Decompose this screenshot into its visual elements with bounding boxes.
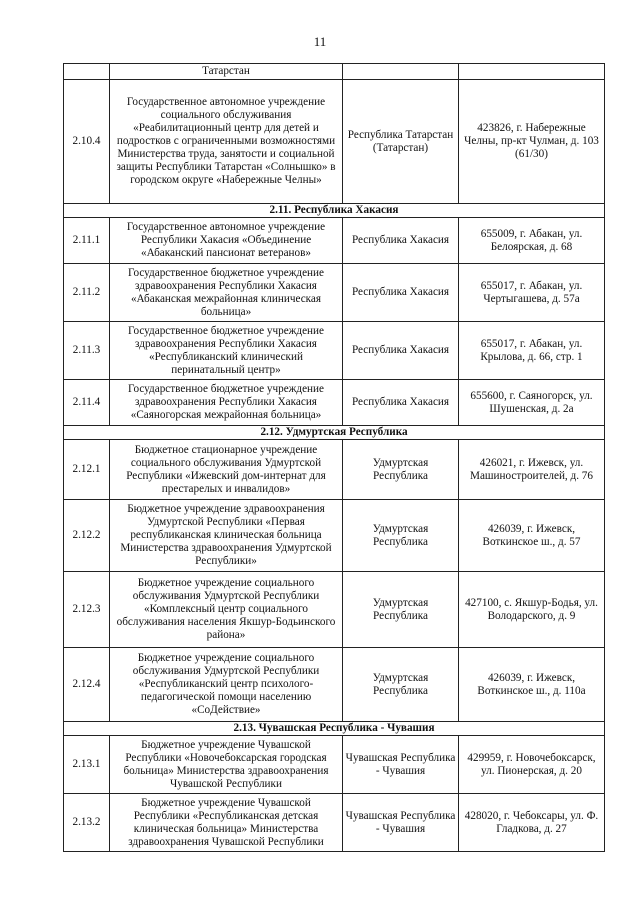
institution-name-cell: Государственное бюджетное учреждение здравоохранения Республики Хакасия «Саяногорская межрайонная больница»	[110, 380, 343, 426]
row-number-cell: 2.11.1	[64, 218, 110, 264]
table-row	[64, 500, 605, 572]
address-cell: 426021, г. Ижевск, ул. Машиностроителей, д. 76	[459, 440, 605, 500]
region-cell: Республика Татарстан (Татарстан)	[343, 80, 459, 204]
table-row	[64, 64, 605, 80]
institution-name-cell: Бюджетное учреждение Чувашской Республики «Республиканская детская клиническая больница» Министерства здравоохранения Чувашской Республики	[110, 794, 343, 852]
section-header-row	[64, 204, 605, 218]
region-cell: Чувашская Республика - Чувашия	[343, 794, 459, 852]
section-header-row	[64, 426, 605, 440]
table-row	[64, 736, 605, 794]
address-cell	[459, 64, 605, 80]
institution-name-cell: Государственное автономное учреждение Республики Хакасия «Объединение «Абаканский пансионат ветеранов»	[110, 218, 343, 264]
institution-name-cell: Бюджетное стационарное учреждение социального обслуживания Удмуртской Республики «Ижевский дом-интернат для престарелых и инвалидов»	[110, 440, 343, 500]
table-row	[64, 440, 605, 500]
region-cell: Удмуртская Республика	[343, 500, 459, 572]
registry-table	[63, 63, 605, 852]
section-header-row	[64, 722, 605, 736]
row-number-cell: 2.12.3	[64, 572, 110, 648]
address-cell: 655009, г. Абакан, ул. Белоярская, д. 68	[459, 218, 605, 264]
institution-name-cell: Бюджетное учреждение Чувашской Республики «Новочебоксарская городская больница» Министерства здравоохранения Чувашской Республики	[110, 736, 343, 794]
address-cell: 426039, г. Ижевск, Воткинское ш., д. 110а	[459, 648, 605, 722]
institution-name-cell: Государственное бюджетное учреждение здравоохранения Республики Хакасия «Республиканский клинический перинатальный центр»	[110, 322, 343, 380]
address-cell: 426039, г. Ижевск, Воткинское ш., д. 57	[459, 500, 605, 572]
table-row	[64, 322, 605, 380]
table-row	[64, 572, 605, 648]
page-number: 11	[313, 34, 327, 49]
region-cell	[343, 64, 459, 80]
address-cell: 423826, г. Набережные Челны, пр-кт Чулман, д. 103 (61/30)	[459, 80, 605, 204]
table-row	[64, 648, 605, 722]
table-row	[64, 218, 605, 264]
address-cell: 427100, с. Якшур-Бодья, ул. Володарского, д. 9	[459, 572, 605, 648]
row-number-cell: 2.12.2	[64, 500, 110, 572]
row-number-cell: 2.10.4	[64, 80, 110, 204]
row-number-cell	[64, 64, 110, 80]
registry-table-body	[64, 64, 605, 852]
row-number-cell: 2.11.4	[64, 380, 110, 426]
region-cell: Республика Хакасия	[343, 264, 459, 322]
institution-name-cell: Государственное бюджетное учреждение здравоохранения Республики Хакасия «Абаканская межрайонная клиническая больница»	[110, 264, 343, 322]
row-number-cell: 2.13.2	[64, 794, 110, 852]
institution-name-cell: Бюджетное учреждение социального обслуживания Удмуртской Республики «Комплексный центр социального обслуживания населения Якшур-Бодьинского района»	[110, 572, 343, 648]
institution-name-cell: Бюджетное учреждение здравоохранения Удмуртской Республики «Первая республиканская клиническая больница Министерства здравоохранения Удмуртской Республики»	[110, 500, 343, 572]
row-number-cell: 2.12.1	[64, 440, 110, 500]
address-cell: 428020, г. Чебоксары, ул. Ф. Гладкова, д. 27	[459, 794, 605, 852]
row-number-cell: 2.11.2	[64, 264, 110, 322]
address-cell: 655600, г. Саяногорск, ул. Шушенская, д. 2а	[459, 380, 605, 426]
region-cell: Республика Хакасия	[343, 218, 459, 264]
institution-name-cell: Татарстан	[110, 64, 343, 80]
region-cell: Республика Хакасия	[343, 380, 459, 426]
address-cell: 655017, г. Абакан, ул. Крылова, д. 66, стр. 1	[459, 322, 605, 380]
table-row	[64, 80, 605, 204]
institution-name-cell: Государственное автономное учреждение социального обслуживания «Реабилитационный центр для детей и подростков с ограниченными возможностями Министерства труда, занятости и социальной защиты Республики Татарстан «Солнышко» в городском округе «Набережные Челны»	[110, 80, 343, 204]
region-cell: Чувашская Республика - Чувашия	[343, 736, 459, 794]
institution-name-cell: Бюджетное учреждение социального обслуживания Удмуртской Республики «Республиканский центр психолого-педагогической помощи населению «СоДействие»	[110, 648, 343, 722]
section-title: 2.13. Чувашская Республика - Чувашия	[64, 722, 605, 736]
row-number-cell: 2.12.4	[64, 648, 110, 722]
row-number-cell: 2.13.1	[64, 736, 110, 794]
row-number-cell: 2.11.3	[64, 322, 110, 380]
region-cell: Удмуртская Республика	[343, 648, 459, 722]
address-cell: 655017, г. Абакан, ул. Чертыгашева, д. 57а	[459, 264, 605, 322]
table-row	[64, 264, 605, 322]
region-cell: Удмуртская Республика	[343, 572, 459, 648]
section-title: 2.11. Республика Хакасия	[64, 204, 605, 218]
address-cell: 429959, г. Новочебоксарск, ул. Пионерская, д. 20	[459, 736, 605, 794]
region-cell: Удмуртская Республика	[343, 440, 459, 500]
table-row	[64, 794, 605, 852]
section-title: 2.12. Удмуртская Республика	[64, 426, 605, 440]
region-cell: Республика Хакасия	[343, 322, 459, 380]
table-row	[64, 380, 605, 426]
